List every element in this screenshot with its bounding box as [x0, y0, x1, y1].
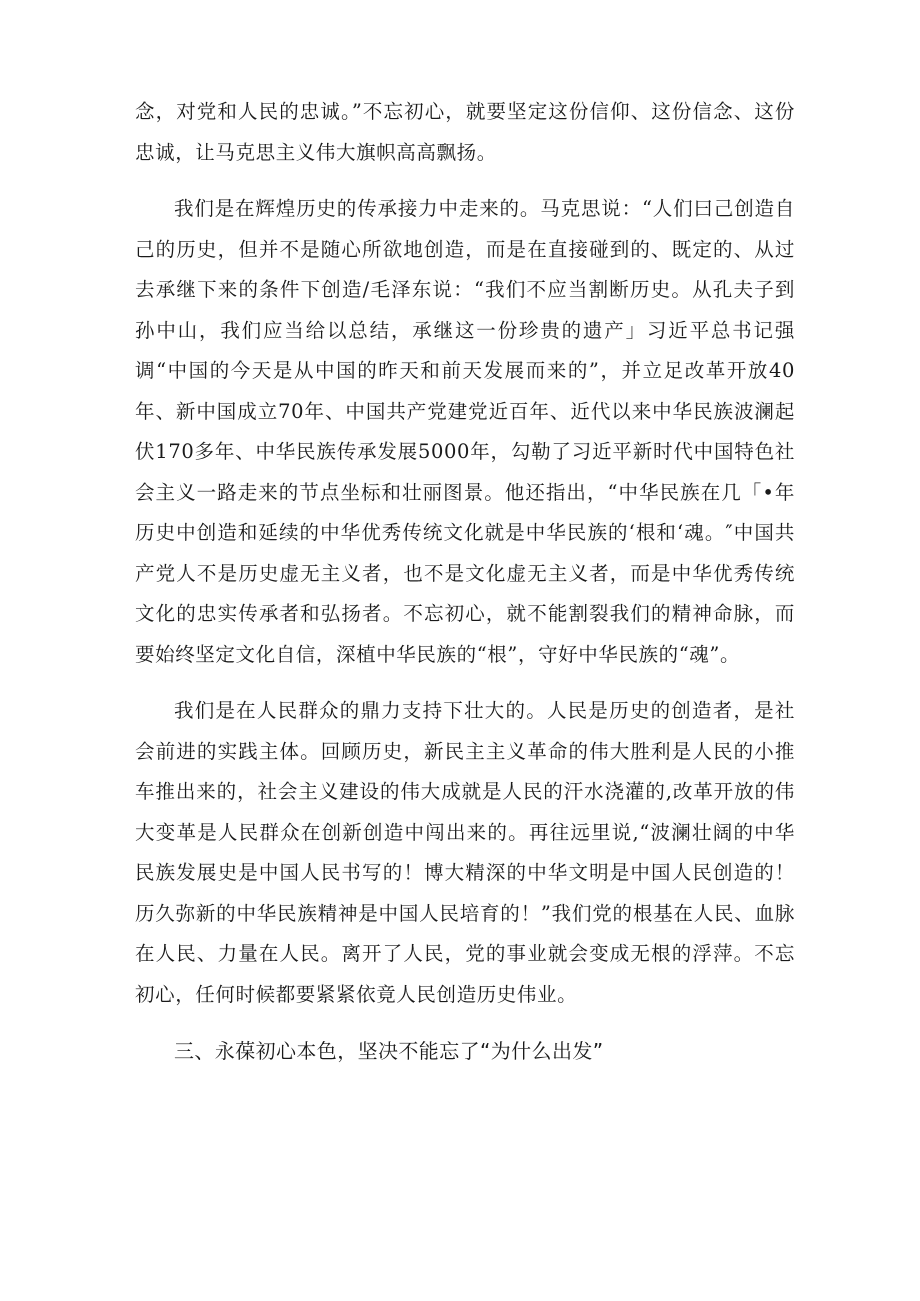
paragraph-1: 念，对党和人民的忠诚。”不忘初心，就要坚定这份信仰、这份信念、这份忠诚，让马克思主义伟大旗帜高高飘扬。 [135, 100, 795, 164]
paragraph-3: 我们是在人民群众的鼎力支持下壮大的。人民是历史的创造者，是社会前进的实践主体。回顾历史，新民主主义革命的伟大胜利是人民的小推车推出来的，社会主义建设的伟大成就是人民的汗水浇灌的,改革开放的伟大变革是人民群众在创新创造中闯出来的。再往远里说,“波澜壮阔的中华民族发展史是中国人民书写的！博大精深的中华文明是中国人民创造的！历久弥新的中华民族精神是中国人民培育的！”我们党的根基在人民、血脉在人民、力量在人民。离开了人民，党的事业就会变成无根的浮萍。不忘初心，任何时候都要紧紧依竟人民创造历史伟业。 [135, 699, 795, 1006]
section-heading: 三、永葆初心本色，坚决不能忘了“为什么出发” [174, 1039, 604, 1063]
paragraph-2: 我们是在辉煌历史的传承接力中走来的。马克思说：“人们曰己创造自己的历史，但并不是随心所欲地创造，而是在直接碰到的、既定的、从过去承继下来的条件下创造/毛泽东说：“我们不应当割断历史。从孔夫子到孙中山，我们应当给以总结，承继这一份珍贵的遗产」习近平总书记强调“中国的今天是从中国的昨天和前天发展而来的”，并立足改革开放40年、新中国成立70年、中国共产党建党近百年、近代以来中华民族波澜起伏170多年、中华民族传承发展5000年，勾勒了习近平新时代中国特色社会主义一路走来的节点坐标和壮丽图景。他还指出，“中华民族在几「•年历史中创造和延续的中华优秀传统文化就是中华民族的‘根和‘魂。″中国共产党人不是历史虚无主义者，也不是文化虚无主义者，而是中华优秀传统文化的忠实传承者和弘扬者。不忘初心，就不能割裂我们的精神命脉，而要始终坚定文化自信，深植中华民族的“根”，守好中华民族的“魂”。 [135, 197, 795, 666]
document-body [135, 92, 795, 1071]
